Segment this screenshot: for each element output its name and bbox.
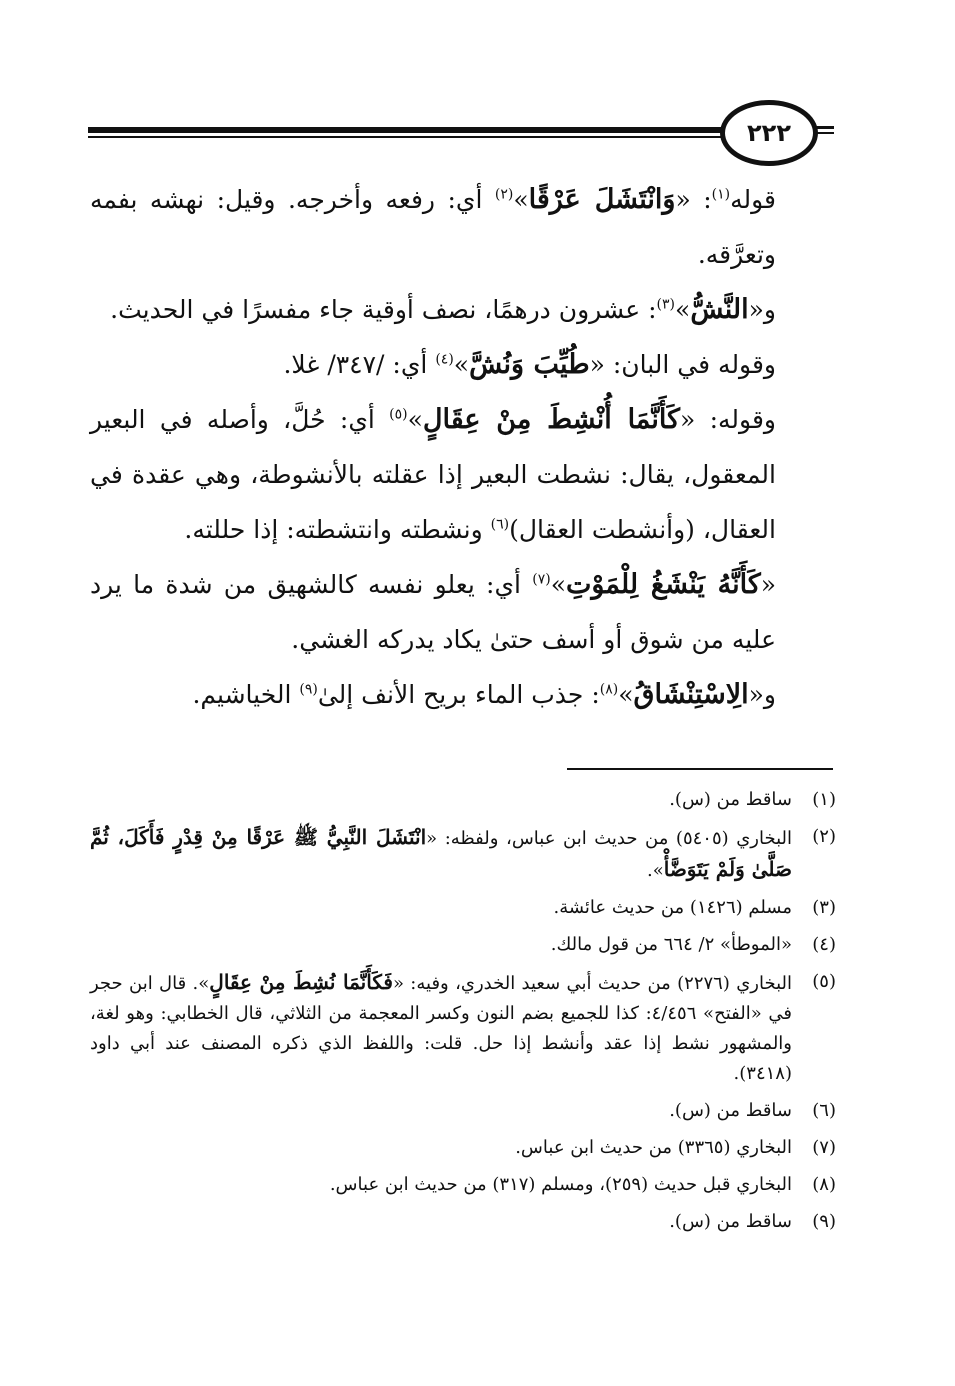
main-text: [90, 172, 836, 722]
footnote-item: [90, 822, 836, 886]
text: و«: [748, 680, 776, 709]
paragraph-1: [90, 172, 836, 282]
paragraph-2: [90, 282, 836, 337]
footnote-text: ساقط من (س).: [669, 1211, 792, 1232]
paragraph-6: [90, 667, 836, 722]
header-rule: [88, 127, 728, 133]
footnote-text: [90, 822, 792, 886]
paragraph-5: [90, 557, 836, 667]
text: ونشطته وانتشطته: إذا حللته.: [184, 515, 491, 544]
footnotes: [90, 785, 836, 1244]
quoted-term: طُيِّبَ وَنُشَّ: [469, 349, 590, 380]
footnote-number: (١): [812, 789, 836, 810]
footnote-number: (٣): [812, 897, 836, 918]
footnote-ref[interactable]: (١): [711, 186, 731, 203]
footnote-text: ساقط من (س).: [669, 1100, 792, 1121]
footnote-number: (٩): [812, 1211, 836, 1232]
footnote-ref[interactable]: (٦): [490, 516, 510, 533]
paragraph-3: [90, 337, 836, 392]
text: أي: حُلَّ، وأصله في البعير المعقول، يقال: نشطت البعير إذا عقلته بالأنشوطة، وهي عقدة في العقال، (وأنشطت العقال): [90, 405, 776, 544]
text: »: [453, 350, 470, 379]
text: البخاري (٢٢٧٦) من حديث أبي سعيد الخدري، وفيه: «: [392, 973, 793, 994]
text: »: [550, 570, 566, 599]
footnote-text: [90, 967, 792, 1089]
footnote-text: مسلم (١٤٢٦) من حديث عائشة.: [553, 897, 792, 918]
footnote-number: (٦): [812, 1100, 836, 1121]
footnote-number: (٥): [812, 971, 836, 992]
page-number-text: ٢٢٢: [747, 119, 791, 147]
header-rule-thin: [88, 136, 728, 138]
footnote-separator: [567, 768, 833, 770]
text: وقوله: «: [680, 405, 776, 434]
footnote-item: [90, 1207, 836, 1237]
quoted-hadith: انْتَشَلَ النَّبِيُّ ﷺ عَرْقًا مِنْ قِدْرٍ فَأَكَلَ، ثُمَّ صَلَّىٰ وَلَمْ يَتَوَضَّأْ: [90, 825, 792, 881]
text: وقوله في البان: «: [589, 350, 776, 379]
text: و«: [748, 295, 776, 324]
footnote-item: [90, 785, 836, 815]
text: البخاري (٥٤٠٥) من حديث ابن عباس، ولفظه: «: [426, 828, 793, 849]
text: »: [618, 680, 634, 709]
text: : جذب الماء بريح الأنف إلىٰ: [317, 680, 600, 709]
footnote-text: البخاري (٣٣٦٥) من حديث ابن عباس.: [515, 1137, 792, 1158]
footnote-item: [90, 1170, 836, 1200]
text: «: [760, 570, 776, 599]
quoted-term: النَّشُّ: [690, 294, 749, 325]
text: قوله: [730, 185, 777, 214]
text: الخياشيم.: [192, 680, 300, 709]
footnote-item: [90, 893, 836, 923]
text: »: [407, 405, 423, 434]
footnote-number: (٨): [812, 1174, 836, 1195]
quoted-term: الِاسْتِنْشَاقُ: [633, 679, 749, 710]
footnote-text: البخاري قبل حديث (٢٥٩)، ومسلم (٣١٧) من حديث ابن عباس.: [329, 1174, 792, 1195]
text: ».: [646, 860, 664, 881]
quoted-hadith: فَكَأَنَّمَا نُشِطَ مِنْ عِقَالٍ: [209, 970, 393, 994]
footnote-ref[interactable]: (٨): [599, 681, 619, 698]
footnote-number: (٤): [812, 934, 836, 955]
footnote-number: (٧): [812, 1137, 836, 1158]
footnote-ref[interactable]: (٢): [494, 186, 514, 203]
text: : عشرون درهمًا، نصف أوقية جاء مفسرًا في الحديث.: [110, 295, 657, 324]
text: »: [513, 185, 529, 214]
text: أي: يعلو نفسه كالشهيق من شدة ما يرد عليه من شوق أو أسف حتىٰ يكاد يدركه الغشي.: [90, 570, 776, 654]
page-number: [720, 100, 818, 166]
footnote-text: ساقط من (س).: [669, 789, 792, 810]
footnote-item: [90, 1096, 836, 1126]
text: : «: [675, 185, 712, 214]
text: ». قال ابن حجر في «الفتح» ٤/٤٥٦: كذا للجميع بضم النون وكسر المعجمة من الثلاثي، قال الخطابي: وهو لغة، والمشهور نشط إذا عقد وأنشط إذا حل. قلت: واللفظ الذي ذكره المصنف عند أبي داود (٣٤١٨).: [90, 973, 792, 1084]
quoted-term: وَانْتَشَلَ عَرْقًا: [528, 184, 676, 215]
footnote-text: «الموطأ» ٢/ ٦٦٤ من قول مالك.: [550, 934, 792, 955]
quoted-term: كَأَنَّمَا أُنْشِطَ مِنْ عِقَالٍ: [422, 404, 680, 435]
text: »: [675, 295, 691, 324]
footnote-ref[interactable]: (٤): [435, 351, 454, 368]
text: أي: رفعه وأخرجه. وقيل: نهشه بفمه وتعرَّقه.: [90, 185, 776, 269]
footnote-ref[interactable]: (٧): [532, 571, 551, 588]
paragraph-4: [90, 392, 836, 557]
footnote-ref[interactable]: (٥): [389, 406, 408, 423]
footnote-ref[interactable]: (٩): [299, 681, 318, 698]
text: أي: /٣٤٧/ غلا.: [283, 350, 436, 379]
footnote-item: [90, 967, 836, 1089]
footnote-item: [90, 930, 836, 960]
footnote-item: [90, 1133, 836, 1163]
quoted-term: كَأَنَّهُ يَنْشَغُ لِلْمَوْتِ: [565, 569, 761, 600]
footnote-ref[interactable]: (٣): [656, 296, 676, 313]
footnote-number: (٢): [812, 826, 836, 847]
